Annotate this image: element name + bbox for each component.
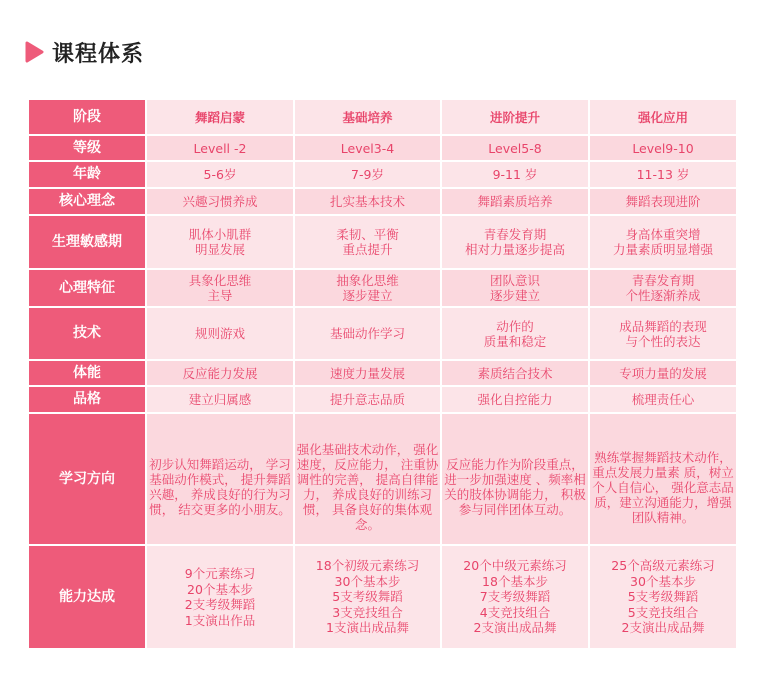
table-row bbox=[28, 269, 737, 307]
sensitive-period-cell: 身高体重突增 力量素质明显增强 bbox=[589, 215, 737, 269]
learning-cell: 初步认知舞蹈运动， 学习基础动作模式， 提升舞蹈兴趣， 养成良好的行为习惯， 结交更多的小朋友。 bbox=[146, 413, 294, 545]
learning-cell: 强化基础技术动作， 强化速度，反应能力， 注重协调性的完善， 提高自律能力， 养成良好的训练习惯， 具备良好的集体观念。 bbox=[294, 413, 441, 545]
table-row bbox=[28, 545, 737, 649]
psychology-cell: 具象化思维 主导 bbox=[146, 269, 294, 307]
table-row bbox=[28, 386, 737, 413]
sensitive-period-cell: 肌体小肌群 明显发展 bbox=[146, 215, 294, 269]
section-header bbox=[24, 36, 144, 68]
table-row bbox=[28, 360, 737, 386]
row-header-sensitive-period: 生理敏感期 bbox=[28, 215, 146, 269]
character-cell: 梳理责任心 bbox=[589, 386, 737, 413]
level-cell: Levell -2 bbox=[146, 135, 294, 161]
stage-header: 基础培养 bbox=[294, 99, 441, 135]
play-triangle-icon bbox=[24, 41, 44, 63]
psychology-cell: 青春发育期 个性逐渐养成 bbox=[589, 269, 737, 307]
stage-header: 舞蹈启蒙 bbox=[146, 99, 294, 135]
level-cell: Level9-10 bbox=[589, 135, 737, 161]
learning-cell: 反应能力作为阶段重点，进一步加强速度 、频率相关的肢体协调能力， 积极参与同伴团体互动。 bbox=[441, 413, 589, 545]
core-idea-cell: 兴趣习惯养成 bbox=[146, 188, 294, 215]
row-header-level: 等级 bbox=[28, 135, 146, 161]
ability-cell: 20个中级元素练习 18个基本步 7支考级舞蹈 4支竞技组合 2支演出成品舞 bbox=[441, 545, 589, 649]
table-row bbox=[28, 188, 737, 215]
age-cell: 9-11 岁 bbox=[441, 161, 589, 188]
ability-cell: 25个高级元素练习 30个基本步 5支考级舞蹈 5支竞技组合 2支演出成品舞 bbox=[589, 545, 737, 649]
stage-row bbox=[28, 99, 737, 135]
technique-cell: 成品舞蹈的表现 与个性的表达 bbox=[589, 307, 737, 360]
fitness-cell: 速度力量发展 bbox=[294, 360, 441, 386]
row-header-fitness: 体能 bbox=[28, 360, 146, 386]
learning-cell: 熟练掌握舞蹈技术动作，重点发展力量素 质，树立个人自信心， 强化意志品质，建立沟通能力，增强团队精神。 bbox=[589, 413, 737, 545]
sensitive-period-cell: 柔韧、平衡 重点提升 bbox=[294, 215, 441, 269]
psychology-cell: 抽象化思维 逐步建立 bbox=[294, 269, 441, 307]
row-header-psychology: 心理特征 bbox=[28, 269, 146, 307]
stage-header: 进阶提升 bbox=[441, 99, 589, 135]
psychology-cell: 团队意识 逐步建立 bbox=[441, 269, 589, 307]
table-row bbox=[28, 215, 737, 269]
technique-cell: 规则游戏 bbox=[146, 307, 294, 360]
row-header-technique: 技术 bbox=[28, 307, 146, 360]
row-header-age: 年龄 bbox=[28, 161, 146, 188]
table-row bbox=[28, 413, 737, 545]
stage-header: 强化应用 bbox=[589, 99, 737, 135]
fitness-cell: 反应能力发展 bbox=[146, 360, 294, 386]
row-header-core-idea: 核心理念 bbox=[28, 188, 146, 215]
table-row bbox=[28, 307, 737, 360]
core-idea-cell: 扎实基本技术 bbox=[294, 188, 441, 215]
course-table bbox=[27, 98, 738, 650]
sensitive-period-cell: 青春发育期 相对力量逐步提高 bbox=[441, 215, 589, 269]
core-idea-cell: 舞蹈素质培养 bbox=[441, 188, 589, 215]
level-cell: Level5-8 bbox=[441, 135, 589, 161]
age-cell: 7-9岁 bbox=[294, 161, 441, 188]
core-idea-cell: 舞蹈表现进阶 bbox=[589, 188, 737, 215]
level-cell: Level3-4 bbox=[294, 135, 441, 161]
ability-cell: 18个初级元素练习 30个基本步 5支考级舞蹈 3支竞技组合 1支演出成品舞 bbox=[294, 545, 441, 649]
row-header-stage: 阶段 bbox=[28, 99, 146, 135]
row-header-ability: 能力达成 bbox=[28, 545, 146, 649]
technique-cell: 动作的 质量和稳定 bbox=[441, 307, 589, 360]
page-title: 课程体系 bbox=[52, 41, 145, 67]
age-cell: 11-13 岁 bbox=[589, 161, 737, 188]
fitness-cell: 素质结合技术 bbox=[441, 360, 589, 386]
row-header-learning: 学习方向 bbox=[28, 413, 146, 545]
fitness-cell: 专项力量的发展 bbox=[589, 360, 737, 386]
age-cell: 5-6岁 bbox=[146, 161, 294, 188]
ability-cell: 9个元素练习 20个基本步 2支考级舞蹈 1支演出作品 bbox=[146, 545, 294, 649]
row-header-character: 品格 bbox=[28, 386, 146, 413]
technique-cell: 基础动作学习 bbox=[294, 307, 441, 360]
character-cell: 强化自控能力 bbox=[441, 386, 589, 413]
table-row bbox=[28, 135, 737, 161]
character-cell: 提升意志品质 bbox=[294, 386, 441, 413]
character-cell: 建立归属感 bbox=[146, 386, 294, 413]
table-row bbox=[28, 161, 737, 188]
